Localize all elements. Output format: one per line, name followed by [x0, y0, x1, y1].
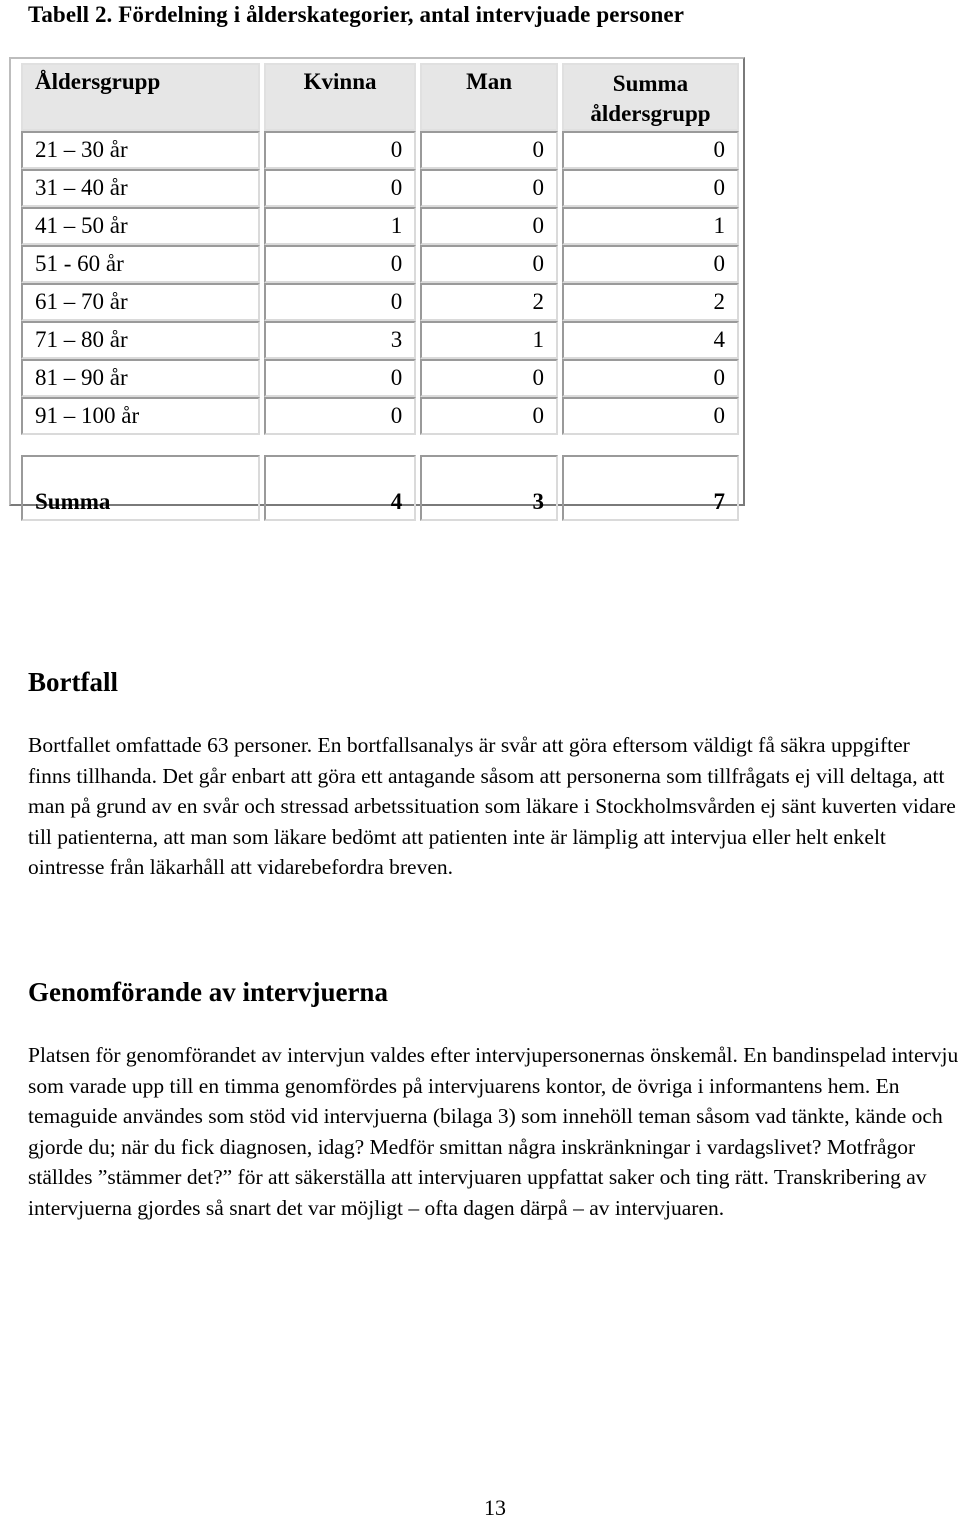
sum-cell: 2	[562, 283, 739, 321]
table-row	[21, 321, 739, 359]
table-row	[21, 245, 739, 283]
man-count-cell: 0	[420, 245, 558, 283]
table-caption: Tabell 2. Fördelning i ålderskategorier, antal intervjuade personer	[28, 2, 685, 27]
woman-count-cell: 0	[264, 283, 416, 321]
table-total-row	[21, 455, 739, 521]
table-row	[21, 359, 739, 397]
header-woman: Kvinna	[264, 63, 416, 131]
page-number: 13	[484, 1495, 506, 1520]
section-heading-bortfall: Bortfall	[28, 667, 118, 697]
total-label: Summa	[21, 455, 260, 521]
total-sum: 7	[562, 455, 739, 521]
sum-cell: 0	[562, 245, 739, 283]
age-group-cell: 31 – 40 år	[21, 169, 260, 207]
man-count-cell: 0	[420, 131, 558, 169]
man-count-cell: 0	[420, 397, 558, 435]
woman-count-cell: 0	[264, 169, 416, 207]
woman-count-cell: 0	[264, 397, 416, 435]
age-group-cell: 91 – 100 år	[21, 397, 260, 435]
age-distribution-table	[9, 57, 745, 514]
age-group-cell: 51 - 60 år	[21, 245, 260, 283]
section-text-genomforande: Platsen för genomförandet av intervjun valdes efter intervjupersonernas önskemål. En bandinspelad intervju som varade upp till en timma genomfördes på intervjuarens kontor, de övriga i informantens hem. En temaguide användes som stöd vid intervjuerna (bilaga 3) som innehöll teman såsom vad tänkte, kände och gjorde du; när du fick diagnosen, idag? Medför smittan några inskränkningar i vardagslivet? Motfrågor ställdes ”stämmer det?” för att säkerställa att intervjuaren uppfattat saker och ting rätt. Transkribering av intervjuerna gjordes så snart det var möjligt – ofta dagen därpå – av intervjuaren.	[28, 1043, 959, 1220]
total-man: 3	[420, 455, 558, 521]
age-group-cell: 61 – 70 år	[21, 283, 260, 321]
man-count-cell: 0	[420, 169, 558, 207]
age-group-cell: 41 – 50 år	[21, 207, 260, 245]
man-count-cell: 1	[420, 321, 558, 359]
table-header-row	[21, 63, 739, 131]
woman-count-cell: 3	[264, 321, 416, 359]
woman-count-cell: 0	[264, 359, 416, 397]
table-row	[21, 131, 739, 169]
data-table	[17, 63, 743, 521]
age-group-cell: 81 – 90 år	[21, 359, 260, 397]
sum-cell: 1	[562, 207, 739, 245]
man-count-cell: 2	[420, 283, 558, 321]
header-age-group: Åldersgrupp	[21, 63, 260, 131]
sum-cell: 4	[562, 321, 739, 359]
sum-cell: 0	[562, 169, 739, 207]
sum-cell: 0	[562, 397, 739, 435]
man-count-cell: 0	[420, 359, 558, 397]
sum-cell: 0	[562, 359, 739, 397]
age-group-cell: 71 – 80 år	[21, 321, 260, 359]
total-woman: 4	[264, 455, 416, 521]
header-sum-age-group: Summa åldersgrupp	[562, 63, 739, 131]
section-text-bortfall: Bortfallet omfattade 63 personer. En bortfallsanalys är svår att göra eftersom väldigt få säkra uppgifter finns tillhanda. Det går enbart att göra ett antagande såsom att personerna som tillfrågats ej vill deltaga, att man på grund av en svår och stressad arbetssituation som läkare i Stockholmsvården ej sänt kuverten vidare till patienterna, att man som läkare bedömt att patienten inte är lämplig att intervjua eller helt enkelt ointresse från läkarhåll att vidarebefordra breven.	[28, 733, 956, 880]
woman-count-cell: 1	[264, 207, 416, 245]
table-gap-row	[21, 435, 739, 455]
man-count-cell: 0	[420, 207, 558, 245]
sum-cell: 0	[562, 131, 739, 169]
header-man: Man	[420, 63, 558, 131]
age-group-cell: 21 – 30 år	[21, 131, 260, 169]
table-row	[21, 169, 739, 207]
woman-count-cell: 0	[264, 245, 416, 283]
table-row	[21, 283, 739, 321]
table-row	[21, 397, 739, 435]
section-heading-genomforande: Genomförande av intervjuerna	[28, 977, 388, 1007]
woman-count-cell: 0	[264, 131, 416, 169]
table-row	[21, 207, 739, 245]
